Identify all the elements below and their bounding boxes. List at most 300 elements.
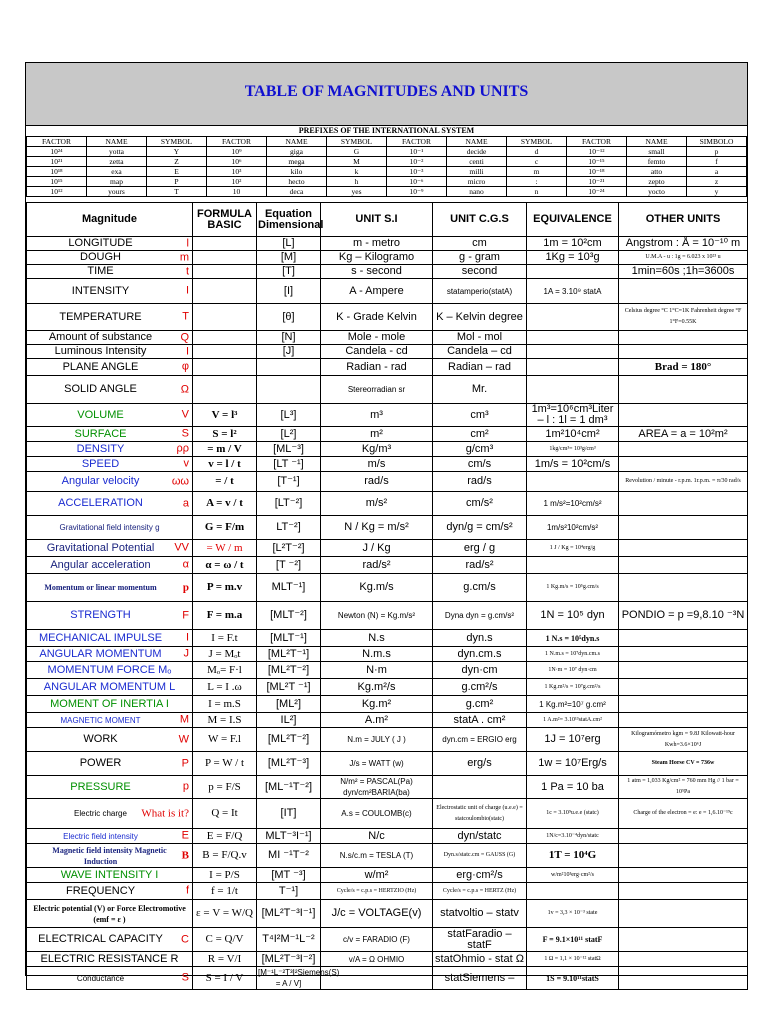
- prefix-cell: f: [687, 157, 747, 167]
- magnitude-name: [27, 647, 193, 662]
- unit-si-cell: N.m.s: [321, 647, 433, 662]
- prefix-row: [27, 157, 747, 167]
- magnitude-label: POWER: [79, 757, 122, 769]
- magnitude-label: Magnetic field intensity Magnetic Induction: [52, 845, 167, 866]
- unit-si-cell: m³: [321, 404, 433, 427]
- formula-cell: P = W / t: [193, 752, 257, 776]
- magnitude-label: Gravitational Potential: [46, 541, 155, 554]
- dimension-cell: [T ⁻²]: [257, 557, 321, 574]
- magnitude-name: [27, 331, 193, 345]
- prefix-cell: yotta: [87, 147, 147, 157]
- other-units-cell: Steam Horse CV = 736w: [619, 752, 748, 776]
- equivalence-cell: [527, 331, 619, 345]
- equivalence-cell: 1N/c=3.10⁻⁴dyn/statc: [527, 829, 619, 844]
- other-units-cell: [619, 928, 748, 952]
- magnitude-row: [27, 776, 748, 799]
- prefix-row: [27, 177, 747, 187]
- equivalence-cell: [527, 304, 619, 331]
- equivalence-cell: 1m = 10²cm: [527, 237, 619, 251]
- formula-cell: C = Q/V: [193, 928, 257, 952]
- prefix-row: [27, 147, 747, 157]
- magnitude-label: PRESSURE: [70, 780, 131, 793]
- formula-cell: S = l²: [193, 427, 257, 442]
- equivalence-cell: 1 A.m²= 3.10¹³statA.cm²: [527, 713, 619, 728]
- prefix-cell: T: [147, 187, 207, 197]
- magnitude-name: [27, 868, 193, 883]
- prefix-cell: 10⁻¹²: [567, 147, 627, 157]
- magnitude-name: [27, 457, 193, 472]
- formula-cell: [193, 237, 257, 251]
- prefix-header-cell: NAME: [267, 137, 327, 147]
- magnitude-row: [27, 540, 748, 557]
- magnitude-row: [27, 952, 748, 967]
- prefix-cell: :: [507, 177, 567, 187]
- magnitude-name: [27, 900, 193, 928]
- prefix-cell: yours: [87, 187, 147, 197]
- formula-cell: L = I .ω: [193, 679, 257, 696]
- prefix-cell: 10⁹: [207, 147, 267, 157]
- magnitude-name: [27, 279, 193, 304]
- dimension-cell: [L²T⁻²]: [257, 540, 321, 557]
- magnitude-row: [27, 331, 748, 345]
- unit-cgs-cell: Mol - mol: [433, 331, 527, 345]
- prefix-cell: mega: [267, 157, 327, 167]
- magnitude-symbol: T: [182, 310, 189, 323]
- formula-cell: R = V/I: [193, 952, 257, 967]
- unit-cgs-cell: cm/s: [433, 457, 527, 472]
- other-units-cell: Charge of the electron = e: e = 1,6.10⁻¹⁹c: [619, 799, 748, 829]
- magnitude-label: FREQUENCY: [65, 884, 136, 897]
- equivalence-cell: F = 9.1×10¹¹ statF: [527, 928, 619, 952]
- formula-cell: P = m.v: [193, 574, 257, 602]
- equivalence-cell: 1N·m = 10⁷ dyn·cm: [527, 662, 619, 679]
- magnitude-symbol: W: [178, 733, 189, 745]
- formula-cell: [193, 279, 257, 304]
- other-units-cell: [619, 376, 748, 404]
- magnitude-label: MOMENT OF INERTIA I: [50, 697, 169, 710]
- unit-si-cell: m²: [321, 427, 433, 442]
- magnitude-label: Luminous Intensity: [54, 345, 147, 357]
- equivalence-cell: 1N = 10⁵ dyn: [527, 602, 619, 630]
- prefix-cell: femto: [627, 157, 687, 167]
- prefix-cell: M: [327, 157, 387, 167]
- prefix-cell: Z: [147, 157, 207, 167]
- unit-si-cell: A - Ampere: [321, 279, 433, 304]
- other-units-cell: [619, 404, 748, 427]
- unit-cgs-cell: Cycle/s = c.p.s = HERTZ (Hz): [433, 883, 527, 900]
- equivalence-cell: 1m³=10⁶cm³Liter – l : 1l = 1 dm³: [527, 404, 619, 427]
- prefix-cell: a: [687, 167, 747, 177]
- dimension-cell: [MT ⁻³]: [257, 868, 321, 883]
- magnitude-name: [27, 472, 193, 492]
- magnitude-row: [27, 713, 748, 728]
- magnitude-name: [27, 679, 193, 696]
- equivalence-cell: 1 Ω = 1,1 × 10⁻¹² statΩ: [527, 952, 619, 967]
- unit-si-cell: J/s = WATT (w): [321, 752, 433, 776]
- unit-cgs-cell: g/cm³: [433, 442, 527, 457]
- equivalence-cell: 1 Kg.m/s = 10⁵g.cm/s: [527, 574, 619, 602]
- other-units-cell: [619, 662, 748, 679]
- unit-cgs-cell: K – Kelvin degree: [433, 304, 527, 331]
- prefix-cell: h: [327, 177, 387, 187]
- other-units-cell: 1 atm = 1,033 Kg/cm² = 760 mm Hg // 1 bar = 10⁵Pa: [619, 776, 748, 799]
- prefix-table: [26, 136, 747, 197]
- unit-si-cell: Candela - cd: [321, 345, 433, 359]
- magnitude-row: [27, 359, 748, 376]
- other-units-cell: AREA = a = 10²m²: [619, 427, 748, 442]
- magnitude-symbol: p: [182, 780, 189, 793]
- unit-cgs-cell: g.cm/s: [433, 574, 527, 602]
- magnitude-symbol: J: [183, 647, 189, 660]
- prefix-header-cell: SIMBOLO: [687, 137, 747, 147]
- dimension-cell: [ML²T⁻³I⁻²]: [257, 952, 321, 967]
- magnitude-row: [27, 799, 748, 829]
- prefix-table-title: PREFIXES OF THE INTERNATIONAL SYSTEM: [298, 126, 475, 135]
- magnitude-row: [27, 752, 748, 776]
- dimension-cell: [θ]: [257, 304, 321, 331]
- prefix-cell: 10⁻²⁴: [567, 187, 627, 197]
- other-units-cell: [619, 900, 748, 928]
- prefix-header-cell: NAME: [87, 137, 147, 147]
- unit-si-cell: A.s = COULOMB(c): [321, 799, 433, 829]
- other-units-cell: [619, 868, 748, 883]
- unit-si-cell: w/m²: [321, 868, 433, 883]
- unit-cgs-cell: dyn.s: [433, 630, 527, 647]
- formula-cell: [193, 251, 257, 265]
- magnitude-label: TEMPERATURE: [59, 310, 142, 323]
- other-units-cell: [619, 679, 748, 696]
- formula-cell: I = P/S: [193, 868, 257, 883]
- prefix-cell: micro: [447, 177, 507, 187]
- dimension-cell: [ML²T⁻²]: [257, 662, 321, 679]
- magnitude-row: [27, 404, 748, 427]
- magnitude-label: ANGULAR MOMENTUM L: [43, 680, 176, 693]
- equivalence-cell: [527, 265, 619, 279]
- prefix-header-cell: FACTOR: [387, 137, 447, 147]
- magnitude-name: [27, 799, 193, 829]
- header-magnitude: Magnitude: [27, 203, 193, 237]
- other-units-cell: [619, 883, 748, 900]
- magnitude-name: [27, 540, 193, 557]
- magnitude-name: [27, 404, 193, 427]
- magnitude-row: [27, 376, 748, 404]
- dimension-cell: T⁴I²M⁻¹L⁻²: [257, 928, 321, 952]
- magnitude-label: Conductance: [76, 973, 125, 983]
- unit-cgs-cell: g - gram: [433, 251, 527, 265]
- magnitude-name: [27, 662, 193, 679]
- magnitude-symbol: φ: [181, 360, 189, 373]
- formula-cell: M = I.S: [193, 713, 257, 728]
- magnitude-symbol: S: [181, 971, 189, 984]
- magnitude-name: [27, 844, 193, 868]
- unit-cgs-cell: statA . cm²: [433, 713, 527, 728]
- formula-cell: Mₒ= F·l: [193, 662, 257, 679]
- magnitude-label: WORK: [83, 733, 118, 745]
- equivalence-cell: 1J = 10⁷erg: [527, 728, 619, 752]
- dimension-cell: MLT⁻¹]: [257, 574, 321, 602]
- equivalence-cell: 1A = 3.10⁹ statA: [527, 279, 619, 304]
- other-units-cell: [619, 279, 748, 304]
- unit-si-cell: rad/s²: [321, 557, 433, 574]
- unit-cgs-cell: dyn.cm.s: [433, 647, 527, 662]
- magnitude-label: INTENSITY: [71, 284, 130, 297]
- equivalence-cell: [527, 883, 619, 900]
- dimension-cell: [ML²]: [257, 696, 321, 713]
- unit-si-cell: Kg.m/s: [321, 574, 433, 602]
- other-units-cell: [619, 844, 748, 868]
- prefix-cell: milli: [447, 167, 507, 177]
- dimension-cell: [ML⁻³]: [257, 442, 321, 457]
- magnitude-name: [27, 251, 193, 265]
- unit-cgs-cell: erg / g: [433, 540, 527, 557]
- prefix-cell: hecto: [267, 177, 327, 187]
- magnitude-label: VOLUME: [77, 408, 124, 421]
- page-title: TABLE OF MAGNITUDES AND UNITS: [244, 83, 529, 100]
- magnitude-name: [27, 359, 193, 376]
- dimension-cell: [ML²T⁻³I⁻¹]: [257, 900, 321, 928]
- other-units-cell: Brad = 180°: [619, 359, 748, 376]
- magnitude-symbol: I: [185, 345, 189, 357]
- formula-cell: S = I / V: [193, 967, 257, 990]
- magnitude-name: [27, 376, 193, 404]
- magnitude-row: [27, 237, 748, 251]
- magnitude-symbol: VV: [174, 541, 189, 554]
- unit-cgs-cell: Mr.: [433, 376, 527, 404]
- dimension-cell: [L²]: [257, 427, 321, 442]
- other-units-cell: 1min=60s ;1h=3600s: [619, 265, 748, 279]
- dimension-cell: [I]: [257, 279, 321, 304]
- magnitude-name: [27, 776, 193, 799]
- prefix-cell: centi: [447, 157, 507, 167]
- prefix-cell: zepto: [627, 177, 687, 187]
- prefix-cell: G: [327, 147, 387, 157]
- dimension-cell: T⁻¹]: [257, 883, 321, 900]
- unit-si-cell: s - second: [321, 265, 433, 279]
- other-units-cell: Revolution / minute - r.p.m. 1r.p.m. = π/30 rad/s: [619, 472, 748, 492]
- equivalence-cell: 1 m/s²=10²cm/s²: [527, 492, 619, 516]
- formula-cell: W = F.l: [193, 728, 257, 752]
- magnitude-label: Gravitational field intensity g: [59, 523, 160, 532]
- magnitude-name: [27, 967, 193, 990]
- magnitude-symbol: S: [181, 427, 189, 440]
- magnitude-symbol: M: [179, 713, 189, 726]
- equivalence-cell: 1T = 10⁴G: [527, 844, 619, 868]
- magnitude-row: [27, 442, 748, 457]
- magnitude-label: SURFACE: [74, 427, 127, 440]
- prefix-cell: 10⁻⁹: [387, 187, 447, 197]
- equivalence-cell: [527, 472, 619, 492]
- equivalence-cell: 1w = 10⁷Erg/s: [527, 752, 619, 776]
- magnitude-symbol: Q: [180, 331, 189, 343]
- other-units-cell: [619, 331, 748, 345]
- other-units-cell: [619, 557, 748, 574]
- equivalence-cell: w/m²10³erg·cm²/s: [527, 868, 619, 883]
- prefix-row: [27, 167, 747, 177]
- prefix-cell: 10⁻¹: [387, 147, 447, 157]
- dimension-cell: [L³]: [257, 404, 321, 427]
- equivalence-cell: 1m²10⁴cm²: [527, 427, 619, 442]
- prefix-cell: y: [687, 187, 747, 197]
- formula-cell: [193, 304, 257, 331]
- unit-cgs-cell: g.cm²/s: [433, 679, 527, 696]
- magnitude-row: [27, 516, 748, 540]
- magnitude-symbol: α: [182, 558, 189, 571]
- prefix-cell: atto: [627, 167, 687, 177]
- formula-cell: [193, 359, 257, 376]
- unit-cgs-cell: cm/s²: [433, 492, 527, 516]
- dimension-cell: [ML⁻¹T⁻²]: [257, 776, 321, 799]
- magnitude-label: LONGITUDE: [68, 237, 133, 249]
- magnitude-label: Electric potential (V) or Force Electromotive (emf = ε ): [33, 903, 186, 924]
- dimension-cell: [ML²T⁻²]: [257, 728, 321, 752]
- magnitude-name: [27, 952, 193, 967]
- magnitude-name: [27, 574, 193, 602]
- other-units-cell: [619, 442, 748, 457]
- prefix-cell: 10¹²: [27, 187, 87, 197]
- other-units-cell: [619, 647, 748, 662]
- other-units-cell: PONDIO = p =9,8.10 ⁻³N: [619, 602, 748, 630]
- unit-cgs-cell: statvoltio – statv: [433, 900, 527, 928]
- equivalence-cell: [527, 376, 619, 404]
- equivalence-cell: 1Kg = 10³g: [527, 251, 619, 265]
- prefix-cell: giga: [267, 147, 327, 157]
- magnitude-name: [27, 928, 193, 952]
- dimension-cell: [ML²T⁻¹]: [257, 647, 321, 662]
- magnitude-symbol: l: [186, 237, 189, 249]
- equivalence-cell: 1 Kg.m²=10⁷ g.cm²: [527, 696, 619, 713]
- formula-cell: ε = V = W/Q: [193, 900, 257, 928]
- magnitude-symbol: P: [181, 757, 189, 769]
- magnitude-label: Amount of substance: [48, 331, 153, 343]
- header-formula: FORMULA BASIC: [193, 203, 257, 237]
- magnitude-symbol: f: [185, 884, 189, 897]
- magnitude-symbol: B: [181, 849, 189, 861]
- unit-si-cell: N.s: [321, 630, 433, 647]
- magnitude-symbol: I: [185, 631, 189, 644]
- magnitude-label: MOMENTUM FORCE Mₒ: [47, 663, 172, 676]
- magnitude-label: TIME: [87, 265, 114, 277]
- magnitude-name: [27, 602, 193, 630]
- prefix-cell: 10¹⁸: [27, 167, 87, 177]
- header-unit-cgs: UNIT C.G.S: [433, 203, 527, 237]
- dimension-cell: [ML²T⁻³]: [257, 752, 321, 776]
- unit-cgs-cell: g.cm²: [433, 696, 527, 713]
- magnitude-row: [27, 345, 748, 359]
- magnitude-symbol: v: [183, 457, 189, 470]
- title-banner: [26, 63, 747, 126]
- equivalence-cell: 1 J / Kg = 10⁴erg/g: [527, 540, 619, 557]
- magnitude-row: [27, 251, 748, 265]
- magnitude-label: Electric field intensity: [63, 831, 138, 841]
- unit-si-cell: Stereorradian sr: [321, 376, 433, 404]
- prefix-cell: P: [147, 177, 207, 187]
- unit-cgs-cell: Radian – rad: [433, 359, 527, 376]
- equivalence-cell: 1 Pa = 10 ba: [527, 776, 619, 799]
- magnitude-symbol: p: [182, 581, 189, 593]
- magnitude-label: STRENGTH: [70, 609, 131, 621]
- magnitude-row: [27, 967, 748, 990]
- prefix-cell: small: [627, 147, 687, 157]
- unit-cgs-cell: rad/s²: [433, 557, 527, 574]
- magnitude-name: [27, 442, 193, 457]
- magnitude-label: DOUGH: [80, 251, 121, 263]
- unit-si-cell: c/v = FARADIO (F): [321, 928, 433, 952]
- unit-si-cell: m/s²: [321, 492, 433, 516]
- magnitude-row: [27, 829, 748, 844]
- magnitude-row: [27, 457, 748, 472]
- formula-cell: F = m.a: [193, 602, 257, 630]
- unit-cgs-cell: statOhmio - stat Ω: [433, 952, 527, 967]
- magnitude-row: [27, 472, 748, 492]
- prefix-cell: yocto: [627, 187, 687, 197]
- magnitude-label: SPEED: [81, 457, 120, 470]
- prefix-cell: 10⁻¹⁵: [567, 157, 627, 167]
- magnitude-symbol: What is it?: [141, 807, 189, 819]
- prefix-cell: 10⁶: [207, 157, 267, 167]
- unit-si-cell: N.m = JULY ( J ): [321, 728, 433, 752]
- equivalence-cell: 1 N.m.s = 10⁷dyn.cm.s: [527, 647, 619, 662]
- prefix-cell: deca: [267, 187, 327, 197]
- prefix-cell: 10²⁴: [27, 147, 87, 157]
- unit-cgs-cell: Candela – cd: [433, 345, 527, 359]
- formula-cell: I = F.t: [193, 630, 257, 647]
- unit-cgs-cell: dyn/statc: [433, 829, 527, 844]
- prefix-cell: 10⁻²: [387, 157, 447, 167]
- prefix-cell: 10¹⁵: [27, 177, 87, 187]
- prefix-cell: decide: [447, 147, 507, 157]
- formula-cell: A = v / t: [193, 492, 257, 516]
- prefix-header-cell: NAME: [447, 137, 507, 147]
- prefix-header-cell: FACTOR: [207, 137, 267, 147]
- magnitude-symbol: a: [182, 497, 189, 509]
- unit-si-cell: Kg – Kilogramo: [321, 251, 433, 265]
- magnitude-symbol: ρρ: [176, 442, 189, 455]
- other-units-cell: Angstrom : Å = 10⁻¹⁰ m: [619, 237, 748, 251]
- magnitude-name: [27, 696, 193, 713]
- unit-si-cell: Kg/m³: [321, 442, 433, 457]
- magnitude-row: [27, 844, 748, 868]
- formula-cell: [193, 265, 257, 279]
- equivalence-cell: [527, 345, 619, 359]
- magnitude-symbol: I: [185, 284, 189, 297]
- unit-cgs-cell: second: [433, 265, 527, 279]
- unit-si-cell: Radian - rad: [321, 359, 433, 376]
- magnitude-row: [27, 557, 748, 574]
- dimension-cell: LT⁻²]: [257, 516, 321, 540]
- magnitude-label: WAVE INTENSITY I: [60, 868, 159, 881]
- prefix-cell: Y: [147, 147, 207, 157]
- unit-si-cell: rad/s: [321, 472, 433, 492]
- dimension-cell: MLT⁻³I⁻¹]: [257, 829, 321, 844]
- other-units-cell: [619, 696, 748, 713]
- dimension-cell: MI ⁻¹T⁻²: [257, 844, 321, 868]
- magnitude-row: [27, 900, 748, 928]
- formula-cell: G = F/m: [193, 516, 257, 540]
- dimension-cell: [J]: [257, 345, 321, 359]
- other-units-cell: [619, 345, 748, 359]
- magnitude-label: ACCELERATION: [58, 497, 143, 509]
- equivalence-cell: [527, 359, 619, 376]
- equivalence-cell: 1S = 9.10¹¹statS: [527, 967, 619, 990]
- formula-cell: v = l / t: [193, 457, 257, 472]
- unit-si-cell: Kg.m²: [321, 696, 433, 713]
- header-equation: Equation Dimensional: [257, 203, 321, 237]
- prefix-row: [27, 187, 747, 197]
- magnitude-row: [27, 574, 748, 602]
- magnitude-row: [27, 696, 748, 713]
- equivalence-cell: 1 N.s = 10⁵dyn.s: [527, 630, 619, 647]
- dimension-cell: [IT]: [257, 799, 321, 829]
